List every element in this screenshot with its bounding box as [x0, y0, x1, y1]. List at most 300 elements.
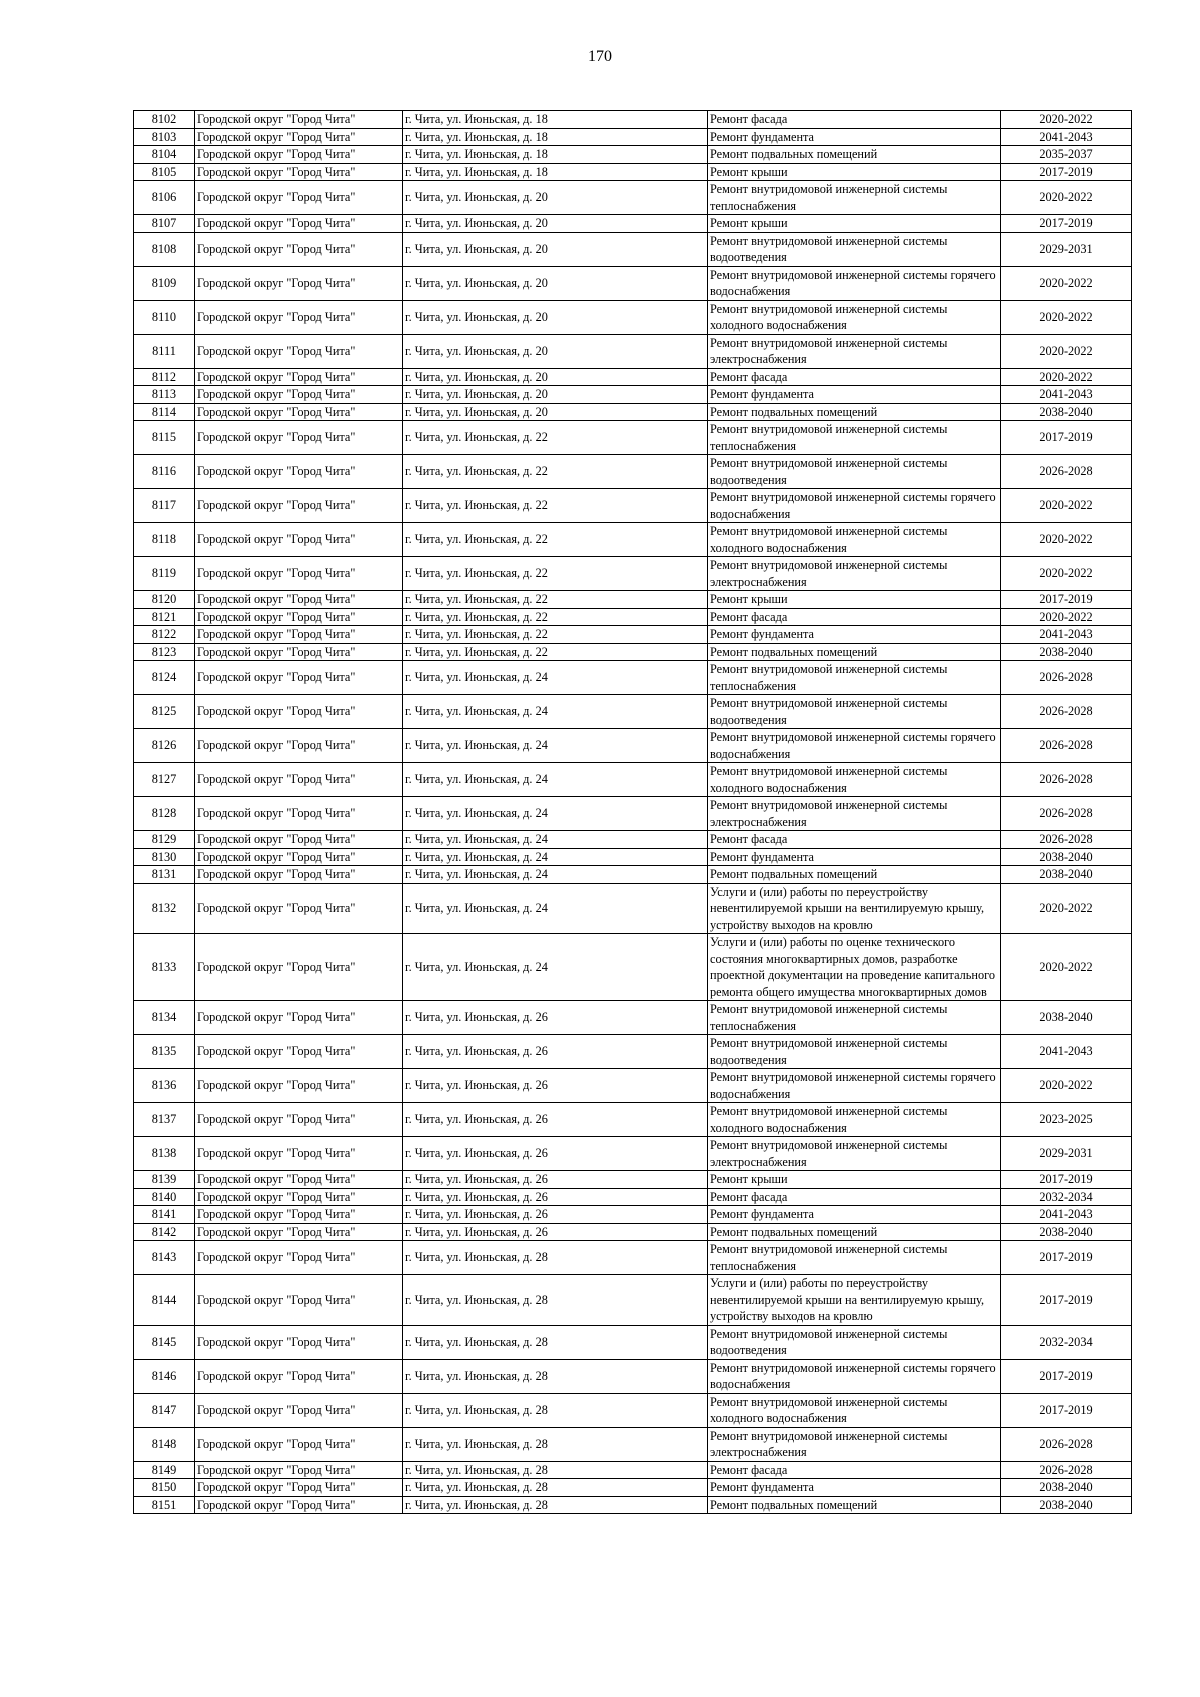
- address-cell: г. Чита, ул. Июньская, д. 26: [403, 1069, 708, 1103]
- table-row: [134, 455, 1132, 489]
- table-row: [134, 1069, 1132, 1103]
- address-cell: г. Чита, ул. Июньская, д. 20: [403, 368, 708, 386]
- period-cell: 2020-2022: [1001, 300, 1132, 334]
- work-type-cell: Услуги и (или) работы по оценке технического состояния многоквартирных домов, разработке проектной документации на проведение капитального ремонта общего имущества многоквартирных домов: [708, 934, 1001, 1001]
- municipality-cell: Городской округ "Город Чита": [195, 763, 403, 797]
- work-type-cell: Ремонт фундамента: [708, 1206, 1001, 1224]
- municipality-cell: Городской округ "Город Чита": [195, 1461, 403, 1479]
- row-number: 8150: [134, 1479, 195, 1497]
- work-type-cell: Ремонт внутридомовой инженерной системы водоотведения: [708, 1035, 1001, 1069]
- work-type-cell: Ремонт подвальных помещений: [708, 1496, 1001, 1514]
- address-cell: г. Чита, ул. Июньская, д. 24: [403, 866, 708, 884]
- row-number: 8148: [134, 1427, 195, 1461]
- work-type-cell: Ремонт внутридомовой инженерной системы горячего водоснабжения: [708, 266, 1001, 300]
- table-row: [134, 866, 1132, 884]
- municipality-cell: Городской округ "Город Чита": [195, 1188, 403, 1206]
- address-cell: г. Чита, ул. Июньская, д. 20: [403, 215, 708, 233]
- municipality-cell: Городской округ "Город Чита": [195, 1275, 403, 1326]
- row-number: 8125: [134, 695, 195, 729]
- period-cell: 2029-2031: [1001, 1137, 1132, 1171]
- municipality-cell: Городской округ "Город Чита": [195, 591, 403, 609]
- municipality-cell: Городской округ "Город Чита": [195, 1001, 403, 1035]
- municipality-cell: Городской округ "Город Чита": [195, 626, 403, 644]
- work-type-cell: Ремонт фундамента: [708, 848, 1001, 866]
- work-type-cell: Ремонт внутридомовой инженерной системы теплоснабжения: [708, 421, 1001, 455]
- table-row: [134, 1241, 1132, 1275]
- period-cell: 2026-2028: [1001, 729, 1132, 763]
- work-type-cell: Ремонт внутридомовой инженерной системы теплоснабжения: [708, 1241, 1001, 1275]
- work-type-cell: Ремонт внутридомовой инженерной системы холодного водоснабжения: [708, 300, 1001, 334]
- address-cell: г. Чита, ул. Июньская, д. 26: [403, 1188, 708, 1206]
- work-type-cell: Ремонт внутридомовой инженерной системы электроснабжения: [708, 557, 1001, 591]
- address-cell: г. Чита, ул. Июньская, д. 22: [403, 489, 708, 523]
- municipality-cell: Городской округ "Город Чита": [195, 1103, 403, 1137]
- municipality-cell: Городской округ "Город Чита": [195, 1241, 403, 1275]
- work-type-cell: Ремонт фасада: [708, 1461, 1001, 1479]
- address-cell: г. Чита, ул. Июньская, д. 18: [403, 163, 708, 181]
- address-cell: г. Чита, ул. Июньская, д. 20: [403, 334, 708, 368]
- address-cell: г. Чита, ул. Июньская, д. 24: [403, 848, 708, 866]
- row-number: 8133: [134, 934, 195, 1001]
- period-cell: 2041-2043: [1001, 1035, 1132, 1069]
- period-cell: 2032-2034: [1001, 1188, 1132, 1206]
- row-number: 8110: [134, 300, 195, 334]
- work-type-cell: Ремонт внутридомовой инженерной системы теплоснабжения: [708, 181, 1001, 215]
- table-row: [134, 1359, 1132, 1393]
- municipality-cell: Городской округ "Город Чита": [195, 1427, 403, 1461]
- address-cell: г. Чита, ул. Июньская, д. 28: [403, 1359, 708, 1393]
- address-cell: г. Чита, ул. Июньская, д. 20: [403, 386, 708, 404]
- table-row: [134, 797, 1132, 831]
- address-cell: г. Чита, ул. Июньская, д. 24: [403, 729, 708, 763]
- municipality-cell: Городской округ "Город Чита": [195, 386, 403, 404]
- period-cell: 2038-2040: [1001, 1223, 1132, 1241]
- row-number: 8128: [134, 797, 195, 831]
- work-type-cell: Ремонт фасада: [708, 368, 1001, 386]
- table-row: [134, 831, 1132, 849]
- period-cell: 2017-2019: [1001, 1275, 1132, 1326]
- address-cell: г. Чита, ул. Июньская, д. 24: [403, 695, 708, 729]
- table-row: [134, 368, 1132, 386]
- row-number: 8121: [134, 608, 195, 626]
- table-row: [134, 557, 1132, 591]
- work-type-cell: Ремонт внутридомовой инженерной системы теплоснабжения: [708, 1001, 1001, 1035]
- period-cell: 2020-2022: [1001, 608, 1132, 626]
- work-type-cell: Ремонт внутридомовой инженерной системы холодного водоснабжения: [708, 763, 1001, 797]
- table-row: [134, 1427, 1132, 1461]
- municipality-cell: Городской округ "Город Чита": [195, 215, 403, 233]
- table-row: [134, 1496, 1132, 1514]
- period-cell: 2038-2040: [1001, 403, 1132, 421]
- address-cell: г. Чита, ул. Июньская, д. 26: [403, 1206, 708, 1224]
- table-row: [134, 181, 1132, 215]
- period-cell: 2023-2025: [1001, 1103, 1132, 1137]
- municipality-cell: Городской округ "Город Чита": [195, 1393, 403, 1427]
- municipality-cell: Городской округ "Город Чита": [195, 1223, 403, 1241]
- address-cell: г. Чита, ул. Июньская, д. 24: [403, 831, 708, 849]
- row-number: 8151: [134, 1496, 195, 1514]
- address-cell: г. Чита, ул. Июньская, д. 28: [403, 1496, 708, 1514]
- municipality-cell: Городской округ "Город Чита": [195, 421, 403, 455]
- work-type-cell: Ремонт внутридомовой инженерной системы водоотведения: [708, 1325, 1001, 1359]
- row-number: 8113: [134, 386, 195, 404]
- period-cell: 2038-2040: [1001, 1496, 1132, 1514]
- table-row: [134, 403, 1132, 421]
- period-cell: 2038-2040: [1001, 848, 1132, 866]
- table-row: [134, 146, 1132, 164]
- work-type-cell: Ремонт внутридомовой инженерной системы холодного водоснабжения: [708, 523, 1001, 557]
- municipality-cell: Городской округ "Город Чита": [195, 729, 403, 763]
- period-cell: 2017-2019: [1001, 421, 1132, 455]
- period-cell: 2038-2040: [1001, 866, 1132, 884]
- table-row: [134, 421, 1132, 455]
- address-cell: г. Чита, ул. Июньская, д. 26: [403, 1103, 708, 1137]
- table-row: [134, 163, 1132, 181]
- table-row: [134, 1137, 1132, 1171]
- address-cell: г. Чита, ул. Июньская, д. 26: [403, 1137, 708, 1171]
- period-cell: 2020-2022: [1001, 934, 1132, 1001]
- address-cell: г. Чита, ул. Июньская, д. 22: [403, 591, 708, 609]
- table-row: [134, 1479, 1132, 1497]
- row-number: 8140: [134, 1188, 195, 1206]
- municipality-cell: Городской округ "Город Чита": [195, 368, 403, 386]
- address-cell: г. Чита, ул. Июньская, д. 20: [403, 232, 708, 266]
- municipality-cell: Городской округ "Город Чита": [195, 163, 403, 181]
- row-number: 8120: [134, 591, 195, 609]
- period-cell: 2032-2034: [1001, 1325, 1132, 1359]
- period-cell: 2026-2028: [1001, 455, 1132, 489]
- table-row: [134, 608, 1132, 626]
- municipality-cell: Городской округ "Город Чита": [195, 146, 403, 164]
- table-row: [134, 1223, 1132, 1241]
- table-row: [134, 111, 1132, 129]
- period-cell: 2017-2019: [1001, 163, 1132, 181]
- address-cell: г. Чита, ул. Июньская, д. 28: [403, 1393, 708, 1427]
- municipality-cell: Городской округ "Город Чита": [195, 934, 403, 1001]
- period-cell: 2017-2019: [1001, 1171, 1132, 1189]
- work-type-cell: Ремонт фасада: [708, 608, 1001, 626]
- period-cell: 2026-2028: [1001, 695, 1132, 729]
- municipality-cell: Городской округ "Город Чита": [195, 1137, 403, 1171]
- period-cell: 2020-2022: [1001, 111, 1132, 129]
- period-cell: 2017-2019: [1001, 591, 1132, 609]
- address-cell: г. Чита, ул. Июньская, д. 22: [403, 455, 708, 489]
- work-type-cell: Ремонт внутридомовой инженерной системы холодного водоснабжения: [708, 1393, 1001, 1427]
- address-cell: г. Чита, ул. Июньская, д. 24: [403, 797, 708, 831]
- municipality-cell: Городской округ "Город Чита": [195, 403, 403, 421]
- period-cell: 2038-2040: [1001, 643, 1132, 661]
- table-row: [134, 1035, 1132, 1069]
- period-cell: 2029-2031: [1001, 232, 1132, 266]
- work-type-cell: Ремонт внутридомовой инженерной системы электроснабжения: [708, 1137, 1001, 1171]
- row-number: 8114: [134, 403, 195, 421]
- row-number: 8149: [134, 1461, 195, 1479]
- address-cell: г. Чита, ул. Июньская, д. 28: [403, 1241, 708, 1275]
- period-cell: 2041-2043: [1001, 386, 1132, 404]
- work-type-cell: Услуги и (или) работы по переустройству невентилируемой крыши на вентилируемую крышу, устройству выходов на кровлю: [708, 883, 1001, 934]
- table-row: [134, 1461, 1132, 1479]
- municipality-cell: Городской округ "Город Чита": [195, 266, 403, 300]
- period-cell: 2041-2043: [1001, 626, 1132, 644]
- row-number: 8144: [134, 1275, 195, 1326]
- period-cell: 2020-2022: [1001, 523, 1132, 557]
- address-cell: г. Чита, ул. Июньская, д. 22: [403, 421, 708, 455]
- work-type-cell: Ремонт подвальных помещений: [708, 146, 1001, 164]
- address-cell: г. Чита, ул. Июньская, д. 22: [403, 523, 708, 557]
- row-number: 8130: [134, 848, 195, 866]
- table-row: [134, 1188, 1132, 1206]
- table-row: [134, 266, 1132, 300]
- period-cell: 2026-2028: [1001, 1427, 1132, 1461]
- period-cell: 2017-2019: [1001, 1393, 1132, 1427]
- address-cell: г. Чита, ул. Июньская, д. 18: [403, 146, 708, 164]
- address-cell: г. Чита, ул. Июньская, д. 18: [403, 111, 708, 129]
- row-number: 8136: [134, 1069, 195, 1103]
- table-row: [134, 489, 1132, 523]
- row-number: 8122: [134, 626, 195, 644]
- municipality-cell: Городской округ "Город Чита": [195, 128, 403, 146]
- period-cell: 2041-2043: [1001, 1206, 1132, 1224]
- work-type-cell: Ремонт внутридомовой инженерной системы теплоснабжения: [708, 661, 1001, 695]
- period-cell: 2026-2028: [1001, 1461, 1132, 1479]
- row-number: 8117: [134, 489, 195, 523]
- row-number: 8139: [134, 1171, 195, 1189]
- work-type-cell: Услуги и (или) работы по переустройству невентилируемой крыши на вентилируемую крышу, устройству выходов на кровлю: [708, 1275, 1001, 1326]
- work-type-cell: Ремонт фасада: [708, 831, 1001, 849]
- row-number: 8143: [134, 1241, 195, 1275]
- table-row: [134, 1103, 1132, 1137]
- period-cell: 2035-2037: [1001, 146, 1132, 164]
- period-cell: 2026-2028: [1001, 797, 1132, 831]
- work-type-cell: Ремонт подвальных помещений: [708, 1223, 1001, 1241]
- table-body: [134, 111, 1132, 1514]
- work-type-cell: Ремонт крыши: [708, 163, 1001, 181]
- row-number: 8106: [134, 181, 195, 215]
- municipality-cell: Городской округ "Город Чита": [195, 557, 403, 591]
- period-cell: 2038-2040: [1001, 1001, 1132, 1035]
- work-type-cell: Ремонт подвальных помещений: [708, 403, 1001, 421]
- address-cell: г. Чита, ул. Июньская, д. 22: [403, 643, 708, 661]
- period-cell: 2020-2022: [1001, 181, 1132, 215]
- municipality-cell: Городской округ "Город Чита": [195, 334, 403, 368]
- row-number: 8107: [134, 215, 195, 233]
- municipality-cell: Городской округ "Город Чита": [195, 111, 403, 129]
- period-cell: 2020-2022: [1001, 489, 1132, 523]
- municipality-cell: Городской округ "Город Чита": [195, 455, 403, 489]
- period-cell: 2020-2022: [1001, 1069, 1132, 1103]
- work-type-cell: Ремонт подвальных помещений: [708, 866, 1001, 884]
- row-number: 8118: [134, 523, 195, 557]
- municipality-cell: Городской округ "Город Чита": [195, 1359, 403, 1393]
- municipality-cell: Городской округ "Город Чита": [195, 643, 403, 661]
- municipality-cell: Городской округ "Город Чита": [195, 695, 403, 729]
- address-cell: г. Чита, ул. Июньская, д. 26: [403, 1001, 708, 1035]
- address-cell: г. Чита, ул. Июньская, д. 28: [403, 1325, 708, 1359]
- table-row: [134, 1001, 1132, 1035]
- work-type-cell: Ремонт внутридомовой инженерной системы горячего водоснабжения: [708, 1359, 1001, 1393]
- municipality-cell: Городской округ "Город Чита": [195, 1496, 403, 1514]
- table-row: [134, 729, 1132, 763]
- row-number: 8119: [134, 557, 195, 591]
- address-cell: г. Чита, ул. Июньская, д. 26: [403, 1171, 708, 1189]
- period-cell: 2020-2022: [1001, 883, 1132, 934]
- work-type-cell: Ремонт внутридомовой инженерной системы электроснабжения: [708, 797, 1001, 831]
- table-row: [134, 215, 1132, 233]
- address-cell: г. Чита, ул. Июньская, д. 18: [403, 128, 708, 146]
- repair-schedule-table: [133, 110, 1132, 1514]
- table-row: [134, 1393, 1132, 1427]
- row-number: 8108: [134, 232, 195, 266]
- table-row: [134, 661, 1132, 695]
- row-number: 8141: [134, 1206, 195, 1224]
- table-row: [134, 848, 1132, 866]
- municipality-cell: Городской округ "Город Чита": [195, 797, 403, 831]
- table-row: [134, 1275, 1132, 1326]
- address-cell: г. Чита, ул. Июньская, д. 20: [403, 300, 708, 334]
- row-number: 8109: [134, 266, 195, 300]
- period-cell: 2020-2022: [1001, 334, 1132, 368]
- table-row: [134, 1206, 1132, 1224]
- address-cell: г. Чита, ул. Июньская, д. 20: [403, 403, 708, 421]
- work-type-cell: Ремонт внутридомовой инженерной системы горячего водоснабжения: [708, 729, 1001, 763]
- row-number: 8131: [134, 866, 195, 884]
- period-cell: 2017-2019: [1001, 1241, 1132, 1275]
- row-number: 8115: [134, 421, 195, 455]
- table-row: [134, 128, 1132, 146]
- row-number: 8124: [134, 661, 195, 695]
- row-number: 8145: [134, 1325, 195, 1359]
- municipality-cell: Городской округ "Город Чита": [195, 1479, 403, 1497]
- municipality-cell: Городской округ "Город Чита": [195, 848, 403, 866]
- work-type-cell: Ремонт внутридомовой инженерной системы горячего водоснабжения: [708, 1069, 1001, 1103]
- work-type-cell: Ремонт подвальных помещений: [708, 643, 1001, 661]
- address-cell: г. Чита, ул. Июньская, д. 22: [403, 557, 708, 591]
- address-cell: г. Чита, ул. Июньская, д. 22: [403, 626, 708, 644]
- address-cell: г. Чита, ул. Июньская, д. 24: [403, 883, 708, 934]
- table-row: [134, 763, 1132, 797]
- period-cell: 2020-2022: [1001, 557, 1132, 591]
- work-type-cell: Ремонт фасада: [708, 1188, 1001, 1206]
- table-row: [134, 626, 1132, 644]
- table-row: [134, 934, 1132, 1001]
- row-number: 8137: [134, 1103, 195, 1137]
- row-number: 8129: [134, 831, 195, 849]
- row-number: 8132: [134, 883, 195, 934]
- municipality-cell: Городской округ "Город Чита": [195, 608, 403, 626]
- work-type-cell: Ремонт крыши: [708, 215, 1001, 233]
- table-row: [134, 591, 1132, 609]
- work-type-cell: Ремонт фундамента: [708, 626, 1001, 644]
- row-number: 8103: [134, 128, 195, 146]
- municipality-cell: Городской округ "Город Чита": [195, 1035, 403, 1069]
- table-row: [134, 695, 1132, 729]
- row-number: 8105: [134, 163, 195, 181]
- table-row: [134, 523, 1132, 557]
- period-cell: 2026-2028: [1001, 763, 1132, 797]
- address-cell: г. Чита, ул. Июньская, д. 22: [403, 608, 708, 626]
- table-row: [134, 334, 1132, 368]
- municipality-cell: Городской округ "Город Чита": [195, 232, 403, 266]
- work-type-cell: Ремонт внутридомовой инженерной системы электроснабжения: [708, 1427, 1001, 1461]
- table-row: [134, 883, 1132, 934]
- municipality-cell: Городской округ "Город Чита": [195, 1325, 403, 1359]
- period-cell: 2020-2022: [1001, 368, 1132, 386]
- municipality-cell: Городской округ "Город Чита": [195, 523, 403, 557]
- row-number: 8147: [134, 1393, 195, 1427]
- table-row: [134, 386, 1132, 404]
- row-number: 8142: [134, 1223, 195, 1241]
- work-type-cell: Ремонт фундамента: [708, 386, 1001, 404]
- table-row: [134, 1325, 1132, 1359]
- page-number: 170: [588, 48, 612, 65]
- period-cell: 2038-2040: [1001, 1479, 1132, 1497]
- work-type-cell: Ремонт крыши: [708, 591, 1001, 609]
- municipality-cell: Городской округ "Город Чита": [195, 1206, 403, 1224]
- table-row: [134, 300, 1132, 334]
- address-cell: г. Чита, ул. Июньская, д. 26: [403, 1035, 708, 1069]
- period-cell: 2020-2022: [1001, 266, 1132, 300]
- municipality-cell: Городской округ "Город Чита": [195, 1171, 403, 1189]
- work-type-cell: Ремонт внутридомовой инженерной системы водоотведения: [708, 695, 1001, 729]
- address-cell: г. Чита, ул. Июньская, д. 24: [403, 934, 708, 1001]
- address-cell: г. Чита, ул. Июньская, д. 28: [403, 1479, 708, 1497]
- municipality-cell: Городской округ "Город Чита": [195, 883, 403, 934]
- table-row: [134, 643, 1132, 661]
- municipality-cell: Городской округ "Город Чита": [195, 866, 403, 884]
- row-number: 8146: [134, 1359, 195, 1393]
- row-number: 8123: [134, 643, 195, 661]
- row-number: 8102: [134, 111, 195, 129]
- address-cell: г. Чита, ул. Июньская, д. 24: [403, 763, 708, 797]
- period-cell: 2026-2028: [1001, 661, 1132, 695]
- address-cell: г. Чита, ул. Июньская, д. 26: [403, 1223, 708, 1241]
- work-type-cell: Ремонт внутридомовой инженерной системы водоотведения: [708, 232, 1001, 266]
- address-cell: г. Чита, ул. Июньская, д. 28: [403, 1427, 708, 1461]
- address-cell: г. Чита, ул. Июньская, д. 28: [403, 1461, 708, 1479]
- municipality-cell: Городской округ "Город Чита": [195, 1069, 403, 1103]
- address-cell: г. Чита, ул. Июньская, д. 20: [403, 266, 708, 300]
- address-cell: г. Чита, ул. Июньская, д. 28: [403, 1275, 708, 1326]
- work-type-cell: Ремонт внутридомовой инженерной системы электроснабжения: [708, 334, 1001, 368]
- municipality-cell: Городской округ "Город Чита": [195, 300, 403, 334]
- municipality-cell: Городской округ "Город Чита": [195, 831, 403, 849]
- table-row: [134, 232, 1132, 266]
- work-type-cell: Ремонт фасада: [708, 111, 1001, 129]
- municipality-cell: Городской округ "Город Чита": [195, 661, 403, 695]
- row-number: 8126: [134, 729, 195, 763]
- work-type-cell: Ремонт фундамента: [708, 1479, 1001, 1497]
- period-cell: 2017-2019: [1001, 1359, 1132, 1393]
- period-cell: 2041-2043: [1001, 128, 1132, 146]
- period-cell: 2017-2019: [1001, 215, 1132, 233]
- work-type-cell: Ремонт фундамента: [708, 128, 1001, 146]
- period-cell: 2026-2028: [1001, 831, 1132, 849]
- row-number: 8112: [134, 368, 195, 386]
- table-row: [134, 1171, 1132, 1189]
- row-number: 8116: [134, 455, 195, 489]
- work-type-cell: Ремонт внутридомовой инженерной системы водоотведения: [708, 455, 1001, 489]
- row-number: 8111: [134, 334, 195, 368]
- work-type-cell: Ремонт крыши: [708, 1171, 1001, 1189]
- work-type-cell: Ремонт внутридомовой инженерной системы холодного водоснабжения: [708, 1103, 1001, 1137]
- address-cell: г. Чита, ул. Июньская, д. 24: [403, 661, 708, 695]
- row-number: 8134: [134, 1001, 195, 1035]
- municipality-cell: Городской округ "Город Чита": [195, 489, 403, 523]
- row-number: 8127: [134, 763, 195, 797]
- address-cell: г. Чита, ул. Июньская, д. 20: [403, 181, 708, 215]
- row-number: 8104: [134, 146, 195, 164]
- row-number: 8135: [134, 1035, 195, 1069]
